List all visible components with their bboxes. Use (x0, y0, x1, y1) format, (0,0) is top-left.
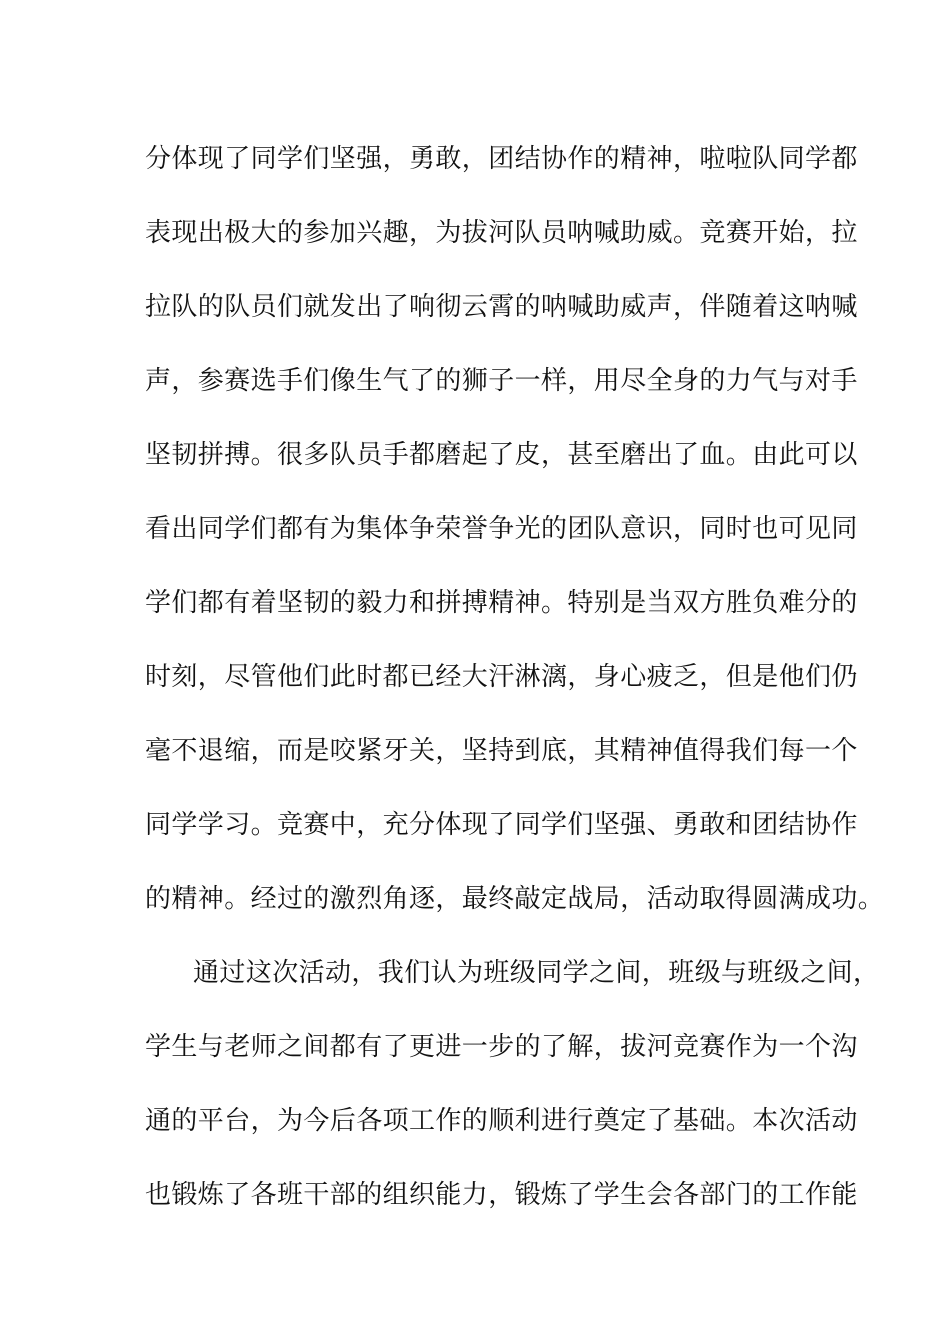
text-line: 声，参赛选手们像生气了的狮子一样，用尽全身的力气与对手 (145, 366, 858, 396)
text-line: 通的平台，为今后各项工作的顺利进行奠定了基础。本次活动 (145, 1106, 858, 1136)
text-line: 毫不退缩，而是咬紧牙关，坚持到底，其精神值得我们每一个 (145, 736, 858, 766)
text-line: 拉队的队员们就发出了响彻云霄的呐喊助威声，伴随着这呐喊 (145, 292, 858, 322)
text-line: 坚韧拼搏。很多队员手都磨起了皮，甚至磨出了血。由此可以 (145, 440, 858, 470)
text-line: 学们都有着坚韧的毅力和拼搏精神。特别是当双方胜负难分的 (145, 588, 858, 618)
text-line: 学生与老师之间都有了更进一步的了解，拔河竞赛作为一个沟 (145, 1032, 858, 1062)
text-line: 的精神。经过的激烈角逐，最终敲定战局，活动取得圆满成功。 (145, 884, 885, 914)
text-line: 也锻炼了各班干部的组织能力，锻炼了学生会各部门的工作能 (145, 1180, 858, 1210)
text-line: 看出同学们都有为集体争荣誉争光的团队意识，同时也可见同 (145, 514, 858, 544)
text-line: 时刻，尽管他们此时都已经大汗淋漓，身心疲乏，但是他们仍 (145, 662, 858, 692)
body-text (145, 122, 885, 1232)
text-line: 通过这次活动，我们认为班级同学之间，班级与班级之间， (193, 958, 880, 988)
text-line: 分体现了同学们坚强，勇敢，团结协作的精神，啦啦队同学都 (145, 144, 858, 174)
text-line: 同学学习。竞赛中，充分体现了同学们坚强、勇敢和团结协作 (145, 810, 858, 840)
text-line: 表现出极大的参加兴趣，为拔河队员呐喊助威。竞赛开始，拉 (145, 218, 858, 248)
